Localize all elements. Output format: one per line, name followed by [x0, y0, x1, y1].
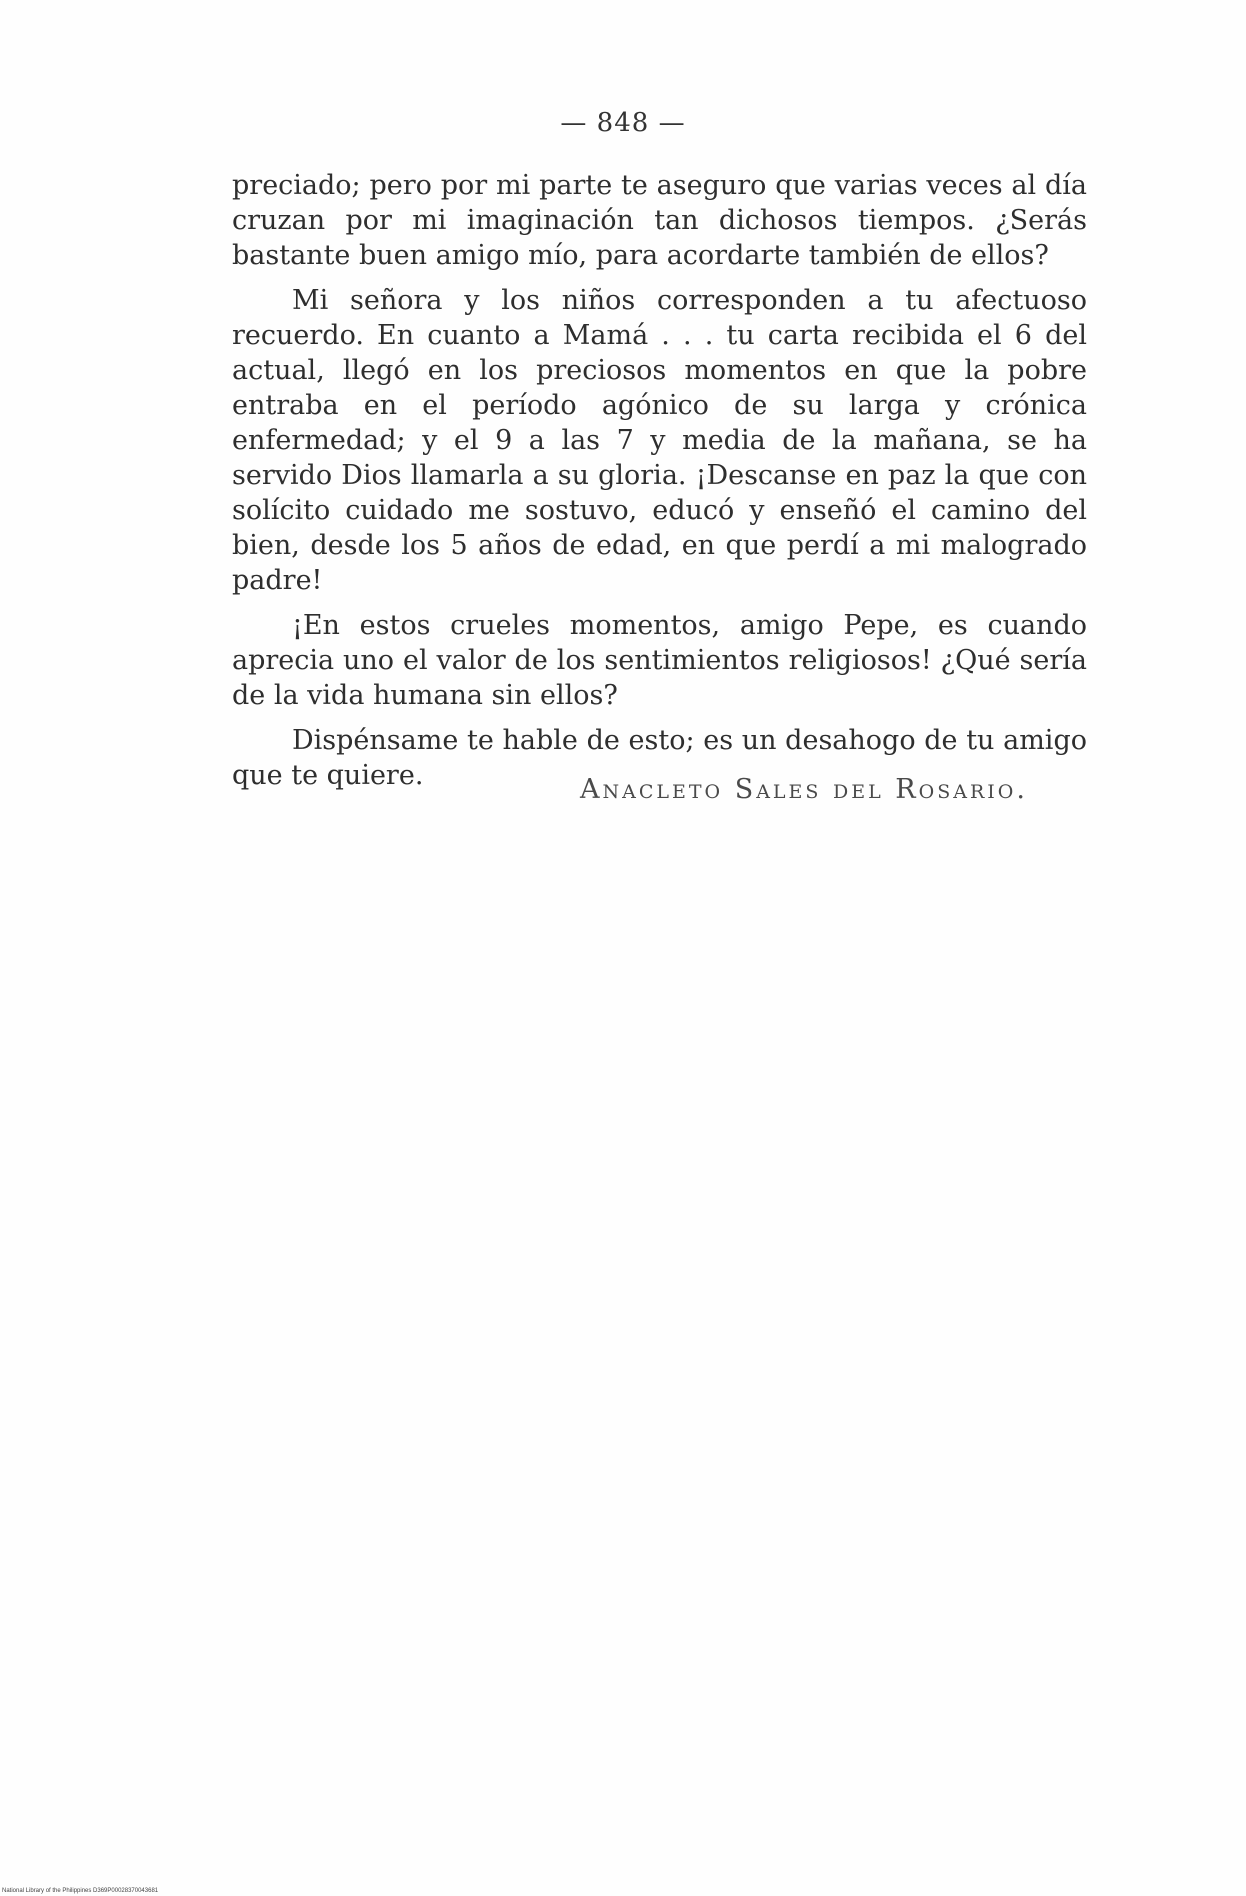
- letter-body: [232, 168, 1087, 803]
- page-number: — 848 —: [560, 108, 686, 138]
- paragraph-3: ¡En estos crueles momentos, amigo Pepe, es cuando aprecia uno el valor de los sentimientos religiosos! ¿Qué sería de la vida humana sin ellos?: [232, 610, 1087, 711]
- signature: Anacleto Sales del Rosario.: [580, 774, 1028, 805]
- footer-credit: National Library of the Philippines D369P00028370043681: [2, 1888, 159, 1894]
- paragraph-1: preciado; pero por mi parte te aseguro que varias veces al día cruzan por mi imaginación tan dichosos tiempos. ¿Serás bastante buen amigo mío, para acordarte también de ellos?: [232, 170, 1087, 271]
- paragraph-4: Dispénsame te hable de esto; es un desahogo de tu amigo que te quiere.: [232, 725, 1087, 791]
- paragraph-2: Mi señora y los niños corresponden a tu afectuoso recuerdo. En cuanto a Mamá . . . tu carta recibida el 6 del actual, llegó en los preciosos momentos en que la pobre entraba en el período agónico de su larga y crónica enfermedad; y el 9 a las 7 y media de la mañana, se ha servido Dios llamarla a su gloria. ¡Descanse en paz la que con solícito cuidado me sostuvo, educó y enseñó el camino del bien, desde los 5 años de edad, en que perdí a mi malogrado padre!: [232, 285, 1087, 596]
